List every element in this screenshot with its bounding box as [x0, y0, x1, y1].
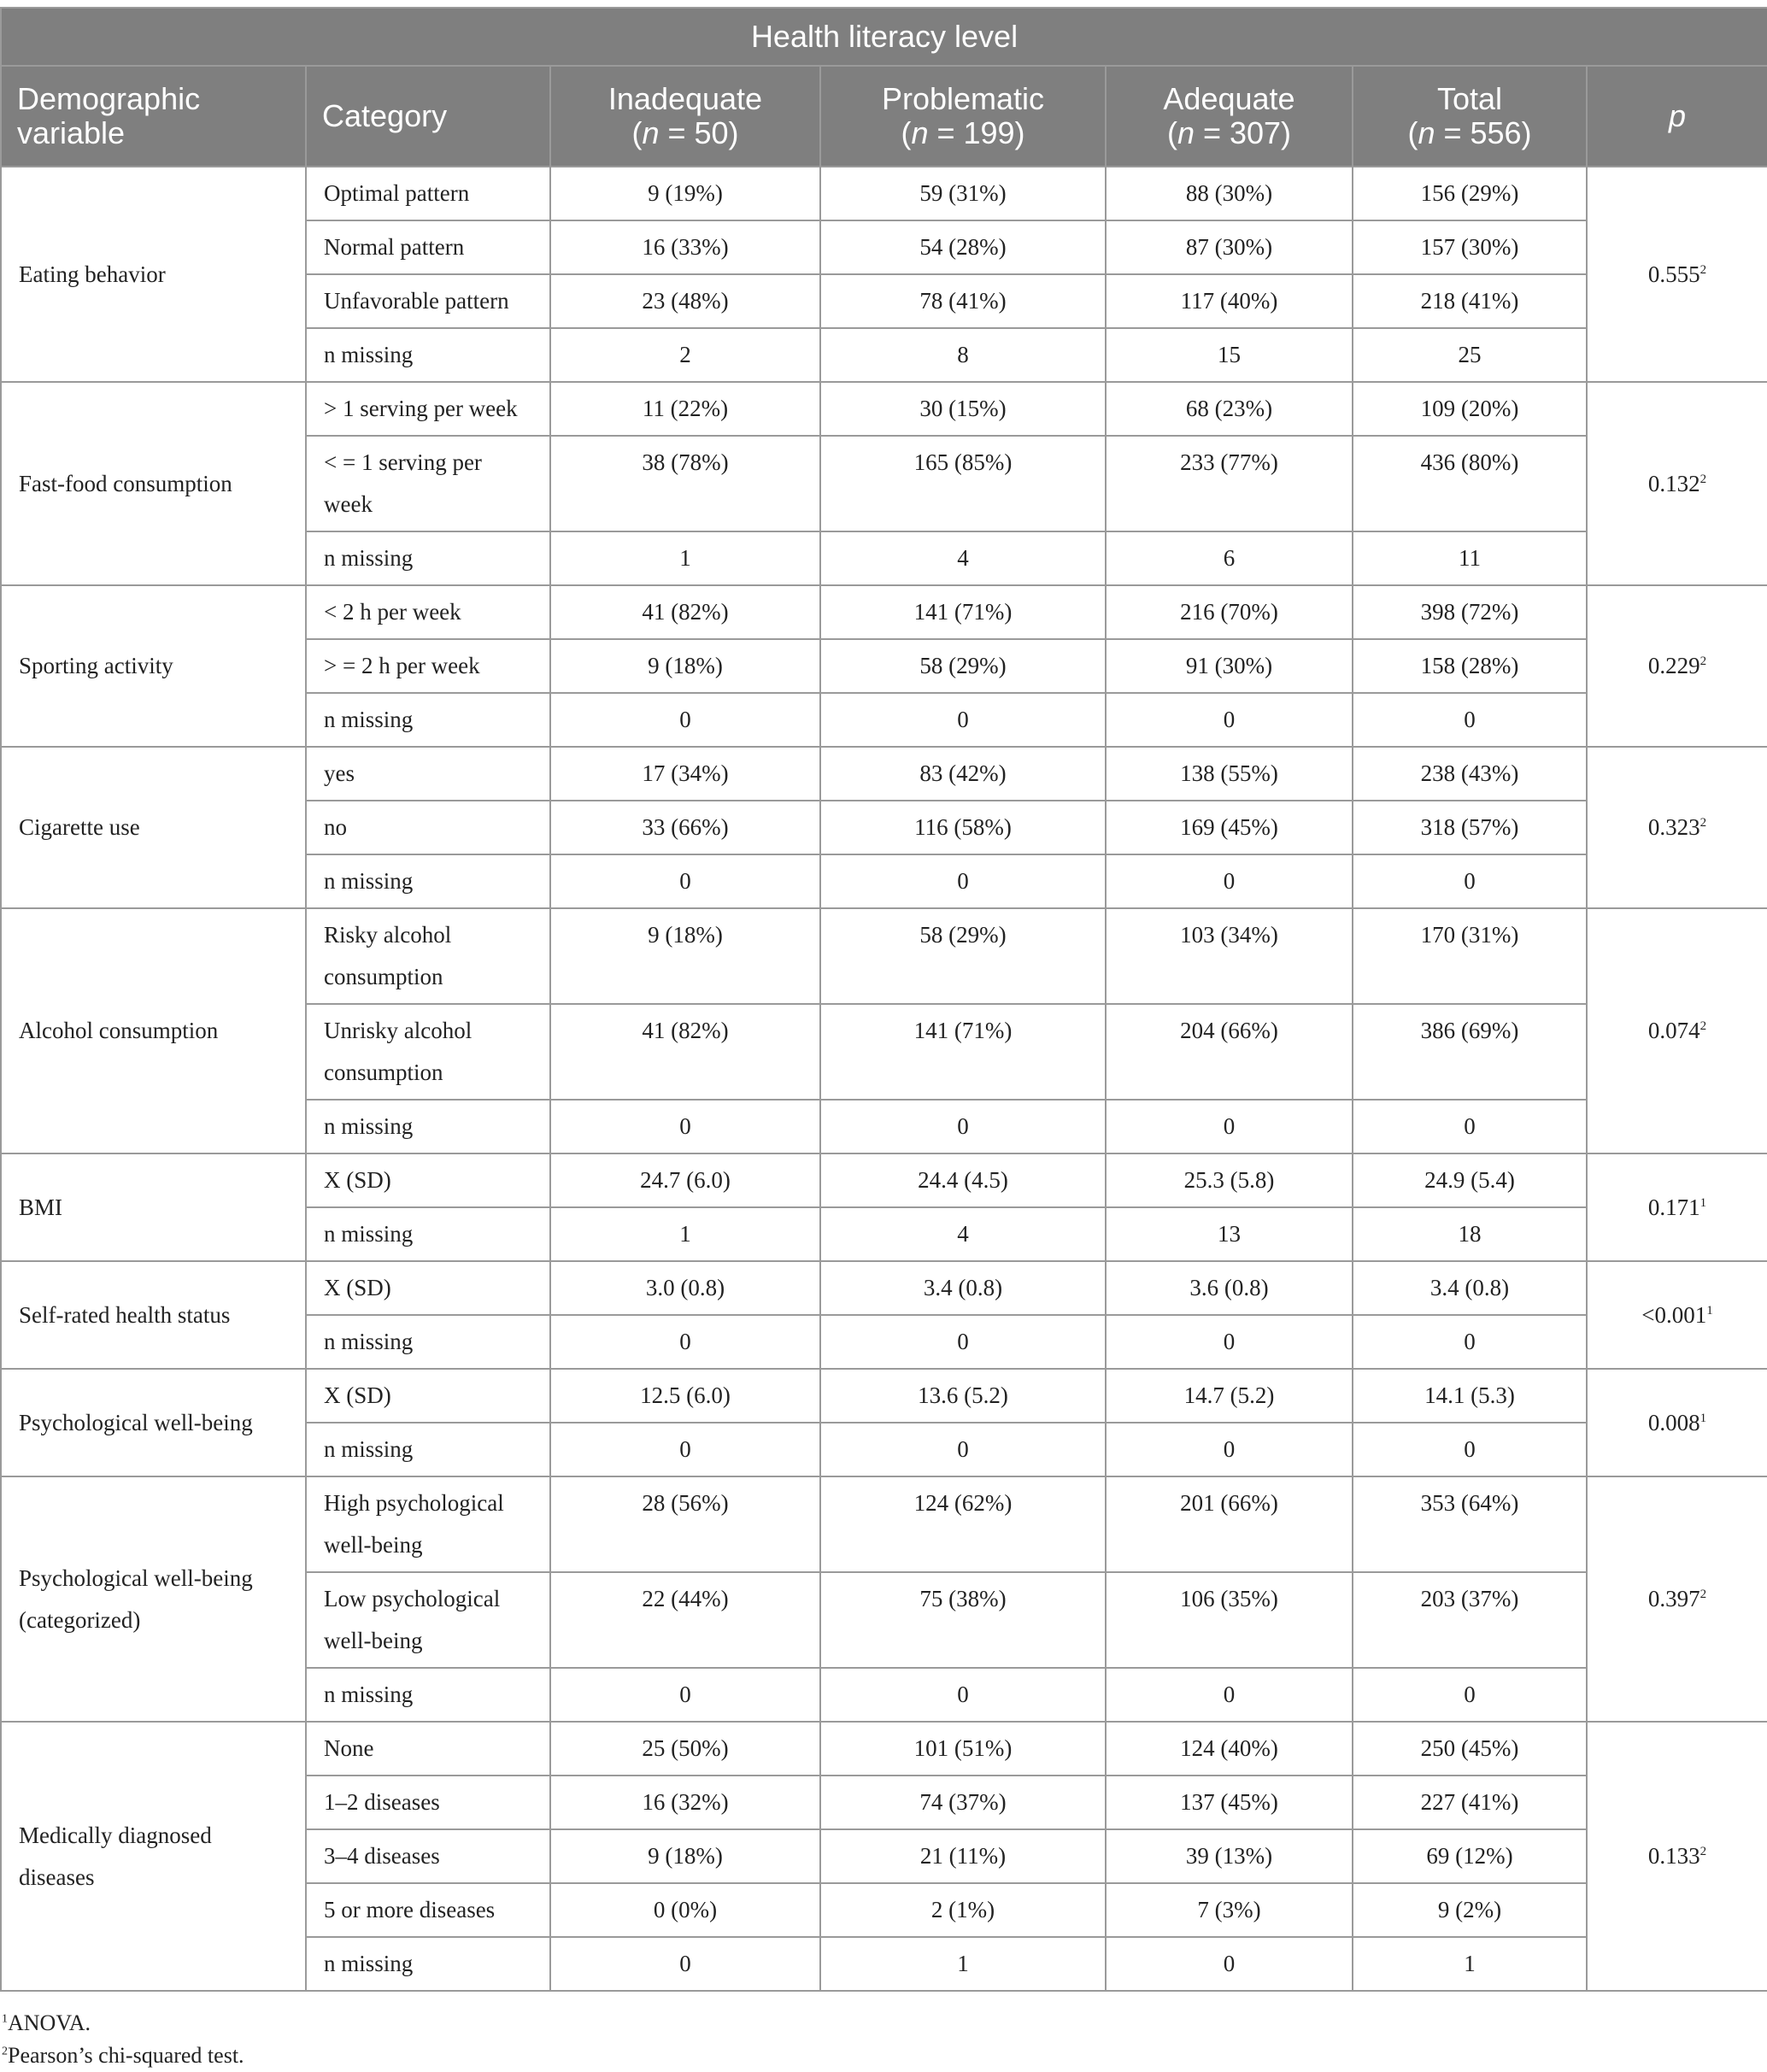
inadequate-cell: 1	[550, 531, 820, 585]
demographic-variable-cell: Cigarette use	[1, 747, 306, 908]
p-value: 0.397	[1647, 1586, 1700, 1611]
problematic-cell: 21 (11%)	[820, 1829, 1106, 1883]
category-cell: X (SD)	[306, 1261, 550, 1315]
inadequate-cell: 0	[550, 1315, 820, 1369]
p-value-footnote-marker: 2	[1699, 1588, 1707, 1601]
category-cell: Unrisky alcohol consumption	[306, 1004, 550, 1100]
adequate-cell: 0	[1106, 1937, 1353, 1991]
adequate-cell: 103 (34%)	[1106, 908, 1353, 1004]
header-inadequate-name: Inadequate	[608, 81, 763, 116]
inadequate-cell: 9 (18%)	[550, 639, 820, 693]
inadequate-cell: 3.0 (0.8)	[550, 1261, 820, 1315]
category-cell: n missing	[306, 854, 550, 908]
total-cell: 1	[1353, 1937, 1587, 1991]
category-cell: < 2 h per week	[306, 585, 550, 639]
adequate-cell: 25.3 (5.8)	[1106, 1153, 1353, 1207]
inadequate-cell: 22 (44%)	[550, 1572, 820, 1668]
p-value: <0.001	[1641, 1301, 1707, 1328]
total-cell: 436 (80%)	[1353, 436, 1587, 531]
inadequate-cell: 2	[550, 328, 820, 382]
category-cell: n missing	[306, 1668, 550, 1722]
footnote-marker: 1	[2, 2012, 8, 2026]
problematic-cell: 58 (29%)	[820, 639, 1106, 693]
p-value-cell	[1587, 908, 1767, 1153]
problematic-cell: 141 (71%)	[820, 585, 1106, 639]
p-value: 0.133	[1647, 1843, 1700, 1869]
header-problematic-n: n	[911, 115, 929, 150]
inadequate-cell: 25 (50%)	[550, 1722, 820, 1776]
adequate-cell: 204 (66%)	[1106, 1004, 1353, 1100]
demographic-variable-cell: Psychological well-being	[1, 1369, 306, 1476]
total-cell: 158 (28%)	[1353, 639, 1587, 693]
category-cell: Risky alcohol consumption	[306, 908, 550, 1004]
problematic-cell: 30 (15%)	[820, 382, 1106, 436]
header-problematic-count: = 199)	[928, 115, 1025, 150]
adequate-cell: 0	[1106, 854, 1353, 908]
adequate-cell: 88 (30%)	[1106, 167, 1353, 220]
adequate-cell: 0	[1106, 1423, 1353, 1476]
inadequate-cell: 0	[550, 1668, 820, 1722]
total-cell: 24.9 (5.4)	[1353, 1153, 1587, 1207]
demographic-variable-cell: Sporting activity	[1, 585, 306, 747]
problematic-cell: 58 (29%)	[820, 908, 1106, 1004]
problematic-cell: 2 (1%)	[820, 1883, 1106, 1937]
inadequate-cell: 9 (19%)	[550, 167, 820, 220]
header-p: p	[1587, 66, 1767, 167]
adequate-cell: 14.7 (5.2)	[1106, 1369, 1353, 1423]
adequate-cell: 15	[1106, 328, 1353, 382]
p-value-cell	[1587, 747, 1767, 908]
total-cell: 0	[1353, 1668, 1587, 1722]
adequate-cell: 0	[1106, 1100, 1353, 1153]
category-cell: n missing	[306, 1100, 550, 1153]
category-cell: Normal pattern	[306, 220, 550, 274]
problematic-cell: 78 (41%)	[820, 274, 1106, 328]
table-row	[1, 1722, 1767, 1776]
adequate-cell: 87 (30%)	[1106, 220, 1353, 274]
footnote	[2, 2007, 1767, 2040]
total-cell: 69 (12%)	[1353, 1829, 1587, 1883]
adequate-cell: 91 (30%)	[1106, 639, 1353, 693]
p-value-cell	[1587, 1153, 1767, 1261]
adequate-cell: 216 (70%)	[1106, 585, 1353, 639]
category-cell: n missing	[306, 531, 550, 585]
adequate-cell: 106 (35%)	[1106, 1572, 1353, 1668]
inadequate-cell: 33 (66%)	[550, 801, 820, 854]
total-cell: 0	[1353, 1315, 1587, 1369]
category-cell: X (SD)	[306, 1153, 550, 1207]
total-cell: 0	[1353, 1100, 1587, 1153]
category-cell: None	[306, 1722, 550, 1776]
health-literacy-table	[0, 7, 1767, 1992]
category-cell: X (SD)	[306, 1369, 550, 1423]
problematic-cell: 0	[820, 854, 1106, 908]
adequate-cell: 233 (77%)	[1106, 436, 1353, 531]
adequate-cell: 0	[1106, 693, 1353, 747]
problematic-cell: 75 (38%)	[820, 1572, 1106, 1668]
problematic-cell: 124 (62%)	[820, 1476, 1106, 1572]
problematic-cell: 4	[820, 1207, 1106, 1261]
problematic-cell: 0	[820, 1100, 1106, 1153]
total-cell: 3.4 (0.8)	[1353, 1261, 1587, 1315]
problematic-cell: 0	[820, 1423, 1106, 1476]
adequate-cell: 124 (40%)	[1106, 1722, 1353, 1776]
table-row	[1, 747, 1767, 801]
problematic-cell: 54 (28%)	[820, 220, 1106, 274]
adequate-cell: 13	[1106, 1207, 1353, 1261]
p-value-footnote-marker: 2	[1699, 262, 1707, 277]
problematic-cell: 1	[820, 1937, 1106, 1991]
p-value-footnote-marker: 2	[1699, 472, 1707, 486]
inadequate-cell: 16 (32%)	[550, 1776, 820, 1829]
problematic-cell: 4	[820, 531, 1106, 585]
p-value: 0.008	[1647, 1409, 1700, 1435]
inadequate-cell: 38 (78%)	[550, 436, 820, 531]
table-figure	[0, 7, 1767, 2072]
p-value-cell	[1587, 382, 1767, 585]
inadequate-cell: 0	[550, 693, 820, 747]
total-cell: 250 (45%)	[1353, 1722, 1587, 1776]
p-value-cell	[1587, 585, 1767, 747]
category-cell: yes	[306, 747, 550, 801]
footnotes	[0, 1992, 1767, 2072]
adequate-cell: 169 (45%)	[1106, 801, 1353, 854]
header-row	[1, 66, 1767, 167]
p-value-cell	[1587, 1476, 1767, 1722]
demographic-variable-cell: Alcohol consumption	[1, 908, 306, 1153]
category-cell: Low psychological well-being	[306, 1572, 550, 1668]
inadequate-cell: 11 (22%)	[550, 382, 820, 436]
category-cell: n missing	[306, 328, 550, 382]
p-value-cell	[1587, 1722, 1767, 1991]
header-adequate-name: Adequate	[1163, 81, 1295, 116]
total-cell: 157 (30%)	[1353, 220, 1587, 274]
category-cell: 5 or more diseases	[306, 1883, 550, 1937]
problematic-cell: 0	[820, 1315, 1106, 1369]
total-cell: 156 (29%)	[1353, 167, 1587, 220]
footnote-marker: 2	[2, 2045, 8, 2058]
adequate-cell: 0	[1106, 1315, 1353, 1369]
problematic-cell: 24.4 (4.5)	[820, 1153, 1106, 1207]
header-adequate-count: = 307)	[1194, 115, 1292, 150]
adequate-cell: 7 (3%)	[1106, 1883, 1353, 1937]
adequate-cell: 0	[1106, 1668, 1353, 1722]
adequate-cell: 138 (55%)	[1106, 747, 1353, 801]
inadequate-cell: 1	[550, 1207, 820, 1261]
problematic-cell: 141 (71%)	[820, 1004, 1106, 1100]
p-value: 0.132	[1647, 470, 1700, 496]
p-value-footnote-marker: 2	[1699, 654, 1707, 668]
table-row	[1, 908, 1767, 1004]
problematic-cell: 3.4 (0.8)	[820, 1261, 1106, 1315]
problematic-cell: 8	[820, 328, 1106, 382]
footnote	[2, 2040, 1767, 2072]
p-value-footnote-marker: 2	[1699, 816, 1707, 830]
problematic-cell: 59 (31%)	[820, 167, 1106, 220]
category-cell: > 1 serving per week	[306, 382, 550, 436]
header-inadequate: Inadequate (n = 50)	[550, 66, 820, 167]
inadequate-cell: 17 (34%)	[550, 747, 820, 801]
demographic-variable-cell: Medically diagnosed diseases	[1, 1722, 306, 1991]
category-cell: n missing	[306, 1315, 550, 1369]
footnote-text: Pearson’s chi-squared test.	[8, 2043, 244, 2068]
problematic-cell: 101 (51%)	[820, 1722, 1106, 1776]
category-cell: n missing	[306, 1207, 550, 1261]
table-row	[1, 167, 1767, 220]
p-value-footnote-marker: 2	[1699, 1019, 1707, 1033]
header-total: Total (n = 556)	[1353, 66, 1587, 167]
table-row	[1, 1261, 1767, 1315]
inadequate-cell: 0	[550, 1423, 820, 1476]
category-cell: Optimal pattern	[306, 167, 550, 220]
problematic-cell: 0	[820, 693, 1106, 747]
category-cell: no	[306, 801, 550, 854]
inadequate-cell: 16 (33%)	[550, 220, 820, 274]
table-row	[1, 1153, 1767, 1207]
demographic-variable-cell: Self-rated health status	[1, 1261, 306, 1369]
inadequate-cell: 41 (82%)	[550, 585, 820, 639]
problematic-cell: 83 (42%)	[820, 747, 1106, 801]
inadequate-cell: 9 (18%)	[550, 908, 820, 1004]
header-total-n: n	[1418, 115, 1435, 150]
p-value-footnote-marker: 2	[1699, 1845, 1707, 1858]
header-demographic: Demographic variable	[1, 66, 306, 167]
adequate-cell: 137 (45%)	[1106, 1776, 1353, 1829]
p-value-cell	[1587, 1369, 1767, 1476]
category-cell: 3–4 diseases	[306, 1829, 550, 1883]
inadequate-cell: 12.5 (6.0)	[550, 1369, 820, 1423]
category-cell: n missing	[306, 1937, 550, 1991]
total-cell: 398 (72%)	[1353, 585, 1587, 639]
inadequate-cell: 23 (48%)	[550, 274, 820, 328]
total-cell: 25	[1353, 328, 1587, 382]
p-value-cell	[1587, 167, 1767, 382]
total-cell: 0	[1353, 1423, 1587, 1476]
inadequate-cell: 41 (82%)	[550, 1004, 820, 1100]
p-value-footnote-marker: 1	[1706, 1303, 1713, 1318]
header-problematic: Problematic (n = 199)	[820, 66, 1106, 167]
demographic-variable-cell: Fast-food consumption	[1, 382, 306, 585]
total-cell: 11	[1353, 531, 1587, 585]
table-row	[1, 585, 1767, 639]
total-cell: 0	[1353, 693, 1587, 747]
category-cell: n missing	[306, 1423, 550, 1476]
demographic-variable-cell: Psychological well-being (categorized)	[1, 1476, 306, 1722]
header-adequate-n: n	[1177, 115, 1195, 150]
p-value: 0.074	[1647, 1018, 1700, 1043]
header-problematic-name: Problematic	[881, 81, 1045, 116]
header-total-name: Total	[1436, 81, 1503, 116]
total-cell: 218 (41%)	[1353, 274, 1587, 328]
total-cell: 238 (43%)	[1353, 747, 1587, 801]
inadequate-cell: 24.7 (6.0)	[550, 1153, 820, 1207]
header-category: Category	[306, 66, 550, 167]
category-cell: High psychological well-being	[306, 1476, 550, 1572]
demographic-variable-cell: Eating behavior	[1, 167, 306, 382]
inadequate-cell: 28 (56%)	[550, 1476, 820, 1572]
adequate-cell: 39 (13%)	[1106, 1829, 1353, 1883]
adequate-cell: 6	[1106, 531, 1353, 585]
total-cell: 170 (31%)	[1353, 908, 1587, 1004]
table-row	[1, 1369, 1767, 1423]
p-value-footnote-marker: 1	[1699, 1195, 1707, 1210]
p-value: 0.229	[1647, 653, 1700, 678]
p-value: 0.171	[1647, 1194, 1700, 1220]
table-body	[1, 167, 1767, 1991]
category-cell: n missing	[306, 693, 550, 747]
p-value: 0.555	[1647, 261, 1700, 287]
table-banner: Health literacy level	[1, 8, 1767, 66]
category-cell: > = 2 h per week	[306, 639, 550, 693]
adequate-cell: 201 (66%)	[1106, 1476, 1353, 1572]
total-cell: 14.1 (5.3)	[1353, 1369, 1587, 1423]
header-adequate: Adequate (n = 307)	[1106, 66, 1353, 167]
inadequate-cell: 0 (0%)	[550, 1883, 820, 1937]
problematic-cell: 74 (37%)	[820, 1776, 1106, 1829]
table-row	[1, 382, 1767, 436]
total-cell: 0	[1353, 854, 1587, 908]
header-inadequate-count: = 50)	[659, 115, 739, 150]
table-row	[1, 1476, 1767, 1572]
total-cell: 18	[1353, 1207, 1587, 1261]
adequate-cell: 117 (40%)	[1106, 274, 1353, 328]
total-cell: 318 (57%)	[1353, 801, 1587, 854]
inadequate-cell: 9 (18%)	[550, 1829, 820, 1883]
total-cell: 109 (20%)	[1353, 382, 1587, 436]
problematic-cell: 13.6 (5.2)	[820, 1369, 1106, 1423]
problematic-cell: 165 (85%)	[820, 436, 1106, 531]
total-cell: 203 (37%)	[1353, 1572, 1587, 1668]
p-value: 0.323	[1647, 814, 1700, 840]
p-value-cell	[1587, 1261, 1767, 1369]
category-cell: 1–2 diseases	[306, 1776, 550, 1829]
p-value-footnote-marker: 1	[1699, 1411, 1707, 1425]
adequate-cell: 68 (23%)	[1106, 382, 1353, 436]
inadequate-cell: 0	[550, 1100, 820, 1153]
footnote-text: ANOVA.	[8, 2010, 91, 2035]
total-cell: 9 (2%)	[1353, 1883, 1587, 1937]
demographic-variable-cell: BMI	[1, 1153, 306, 1261]
problematic-cell: 116 (58%)	[820, 801, 1106, 854]
total-cell: 386 (69%)	[1353, 1004, 1587, 1100]
category-cell: Unfavorable pattern	[306, 274, 550, 328]
total-cell: 227 (41%)	[1353, 1776, 1587, 1829]
problematic-cell: 0	[820, 1668, 1106, 1722]
inadequate-cell: 0	[550, 854, 820, 908]
header-inadequate-n: n	[642, 115, 660, 150]
total-cell: 353 (64%)	[1353, 1476, 1587, 1572]
inadequate-cell: 0	[550, 1937, 820, 1991]
category-cell: < = 1 serving per week	[306, 436, 550, 531]
adequate-cell: 3.6 (0.8)	[1106, 1261, 1353, 1315]
header-total-count: = 556)	[1435, 115, 1532, 150]
